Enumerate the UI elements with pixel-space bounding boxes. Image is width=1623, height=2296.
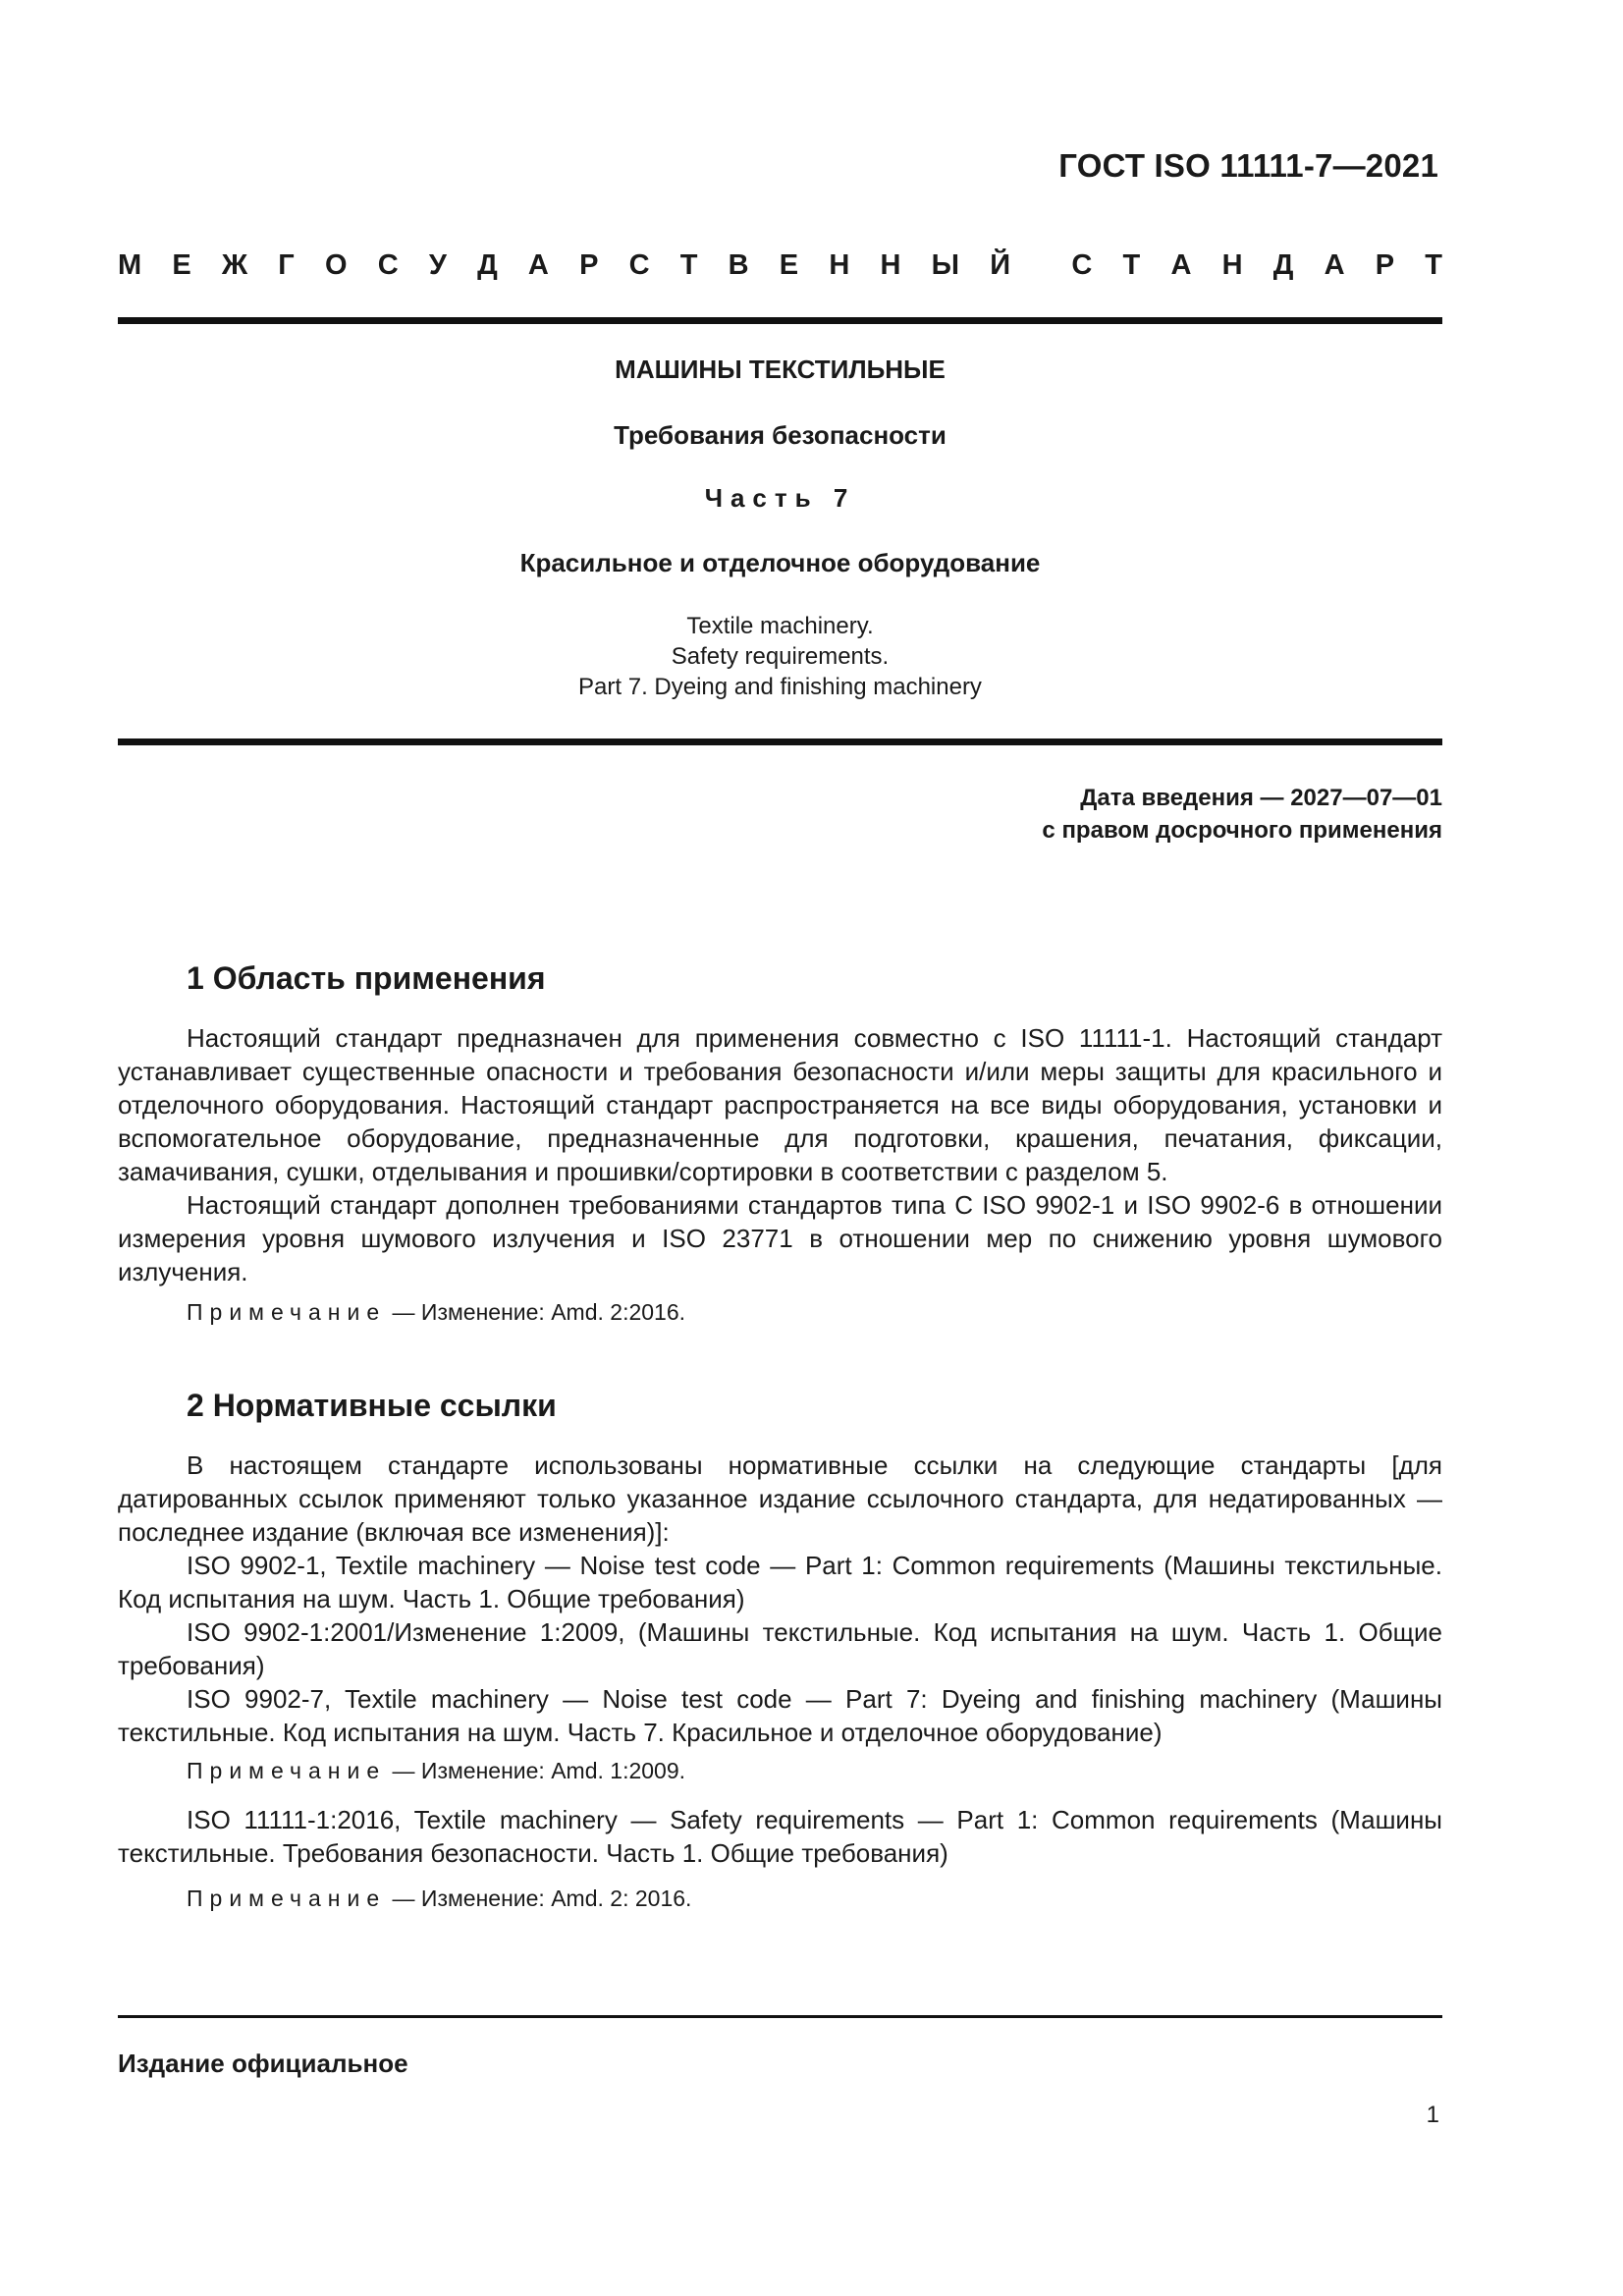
introduction-date: [1042, 782, 1442, 847]
standard-type-letter: С: [1071, 249, 1093, 281]
note-label: Примечание: [187, 1299, 387, 1325]
standard-type-letter: Т: [1425, 249, 1442, 281]
section-heading-scope: 1 Область применения: [187, 960, 546, 996]
standard-type-letter: Н: [880, 249, 901, 281]
reference-block: [118, 1803, 1442, 1870]
section-body-scope: [118, 1021, 1442, 1288]
note: [187, 1299, 685, 1326]
standard-type-letter: Н: [829, 249, 850, 281]
official-edition-label: Издание официальное: [118, 2049, 408, 2078]
standard-type-letter: Ы: [931, 249, 959, 281]
document-title: МАШИНЫ ТЕКСТИЛЬНЫЕ: [615, 355, 946, 384]
standard-type-letter: Е: [779, 249, 799, 281]
note-text: — Изменение: Amd. 2: 2016.: [386, 1886, 692, 1911]
standard-type-letter: Д: [477, 249, 498, 281]
reference-entry: ISO 11111-1:2016, Textile machinery — Safety requirements — Part 1: Common requirements (Машины текстильные. Требования безопасности. Часть 1. Общие требования): [118, 1805, 1442, 1868]
note: [187, 1886, 691, 1912]
english-title-line: Safety requirements.: [671, 643, 890, 670]
english-title-line: Textile machinery.: [686, 613, 874, 639]
paragraph: Настоящий стандарт дополнен требованиями стандартов типа С ISO 9902-1 и ISO 9902-6 в отношении измерения уровня шумового излучения и ISO 23771 в отношении мер по снижению уровня шумового излучения.: [118, 1190, 1442, 1286]
standard-type-letter: Е: [172, 249, 191, 281]
document-subtitle: Требования безопасности: [614, 420, 947, 450]
reference-entry: ISO 9902-1, Textile machinery — Noise test code — Part 1: Common requirements (Машины текстильные. Код испытания на шум. Часть 1. Общие требования): [118, 1551, 1442, 1613]
standard-type-letter: У: [428, 249, 447, 281]
standard-type-letter: Т: [679, 249, 698, 281]
standard-type-letter: Й: [990, 249, 1011, 281]
footer-divider: [118, 2015, 1442, 2018]
standard-type-letter: С: [377, 249, 399, 281]
paragraph: Настоящий стандарт предназначен для применения совместно с ISO 11111-1. Настоящий стандарт устанавливает существенные опасности и требования безопасности и/или меры защиты для красильного и отделочного оборудования. Настоящий стандарт распространяется на все виды оборудования, установки и вспомогательное оборудование, предназначенные для подготовки, крашения, печатания, фиксации, замачивания, сушки, отделывания и прошивки/сортировки в соответствии с разделом 5.: [118, 1023, 1442, 1186]
reference-entry: ISO 9902-1:2001/Изменение 1:2009, (Машины текстильные. Код испытания на шум. Часть 1. Общие требования): [118, 1617, 1442, 1680]
standard-type-letter: А: [527, 249, 549, 281]
standard-type-letter: Г: [278, 249, 295, 281]
standard-type-letter: В: [728, 249, 749, 281]
introduction-date-line: Дата введения — 2027—07—01: [1080, 785, 1442, 811]
note-label: Примечание: [187, 1758, 387, 1783]
standard-type-letter: Д: [1272, 249, 1294, 281]
standard-type-letter: А: [1170, 249, 1192, 281]
section-heading-references: 2 Нормативные ссылки: [187, 1388, 557, 1423]
note-text: — Изменение: Amd. 1:2009.: [386, 1758, 686, 1783]
paragraph: В настоящем стандарте использованы нормативные ссылки на следующие стандарты [для датированных ссылок применяют только указанное издание ссылочного стандарта, для недатированных — последнее издание (включая все изменения)]:: [118, 1450, 1442, 1547]
standard-type-letter: Р: [579, 249, 599, 281]
standard-type-letter: Т: [1122, 249, 1141, 281]
standard-type-letter: А: [1324, 249, 1345, 281]
standard-type-letter: Н: [1221, 249, 1243, 281]
note-label: Примечание: [187, 1886, 387, 1911]
page-number: 1: [1426, 2102, 1439, 2128]
note-text: — Изменение: Amd. 2:2016.: [386, 1299, 686, 1325]
header-divider: [118, 317, 1442, 324]
standard-type-letter: Ж: [221, 249, 248, 281]
section-body-references: [118, 1449, 1442, 1749]
english-title-line: Part 7. Dyeing and finishing machinery: [578, 674, 982, 700]
standard-type-letter: М: [118, 249, 142, 281]
part-number: Часть 7: [704, 483, 856, 513]
note: [187, 1758, 685, 1784]
reference-entry: ISO 9902-7, Textile machinery — Noise test code — Part 7: Dyeing and finishing machinery (Машины текстильные. Код испытания на шум. Часть 7. Красильное и отделочное оборудование): [118, 1684, 1442, 1747]
english-title: [118, 611, 1442, 702]
title-divider: [118, 738, 1442, 745]
part-title: Красильное и отделочное оборудование: [519, 548, 1041, 577]
early-application-line: с правом досрочного применения: [1042, 817, 1442, 844]
standard-type-letter: С: [628, 249, 650, 281]
document-code: ГОСТ ISO 11111-7—2021: [1058, 147, 1438, 184]
standard-type-heading: [118, 249, 1442, 282]
standard-type-letter: О: [324, 249, 348, 281]
standard-type-letter: Р: [1375, 249, 1395, 281]
